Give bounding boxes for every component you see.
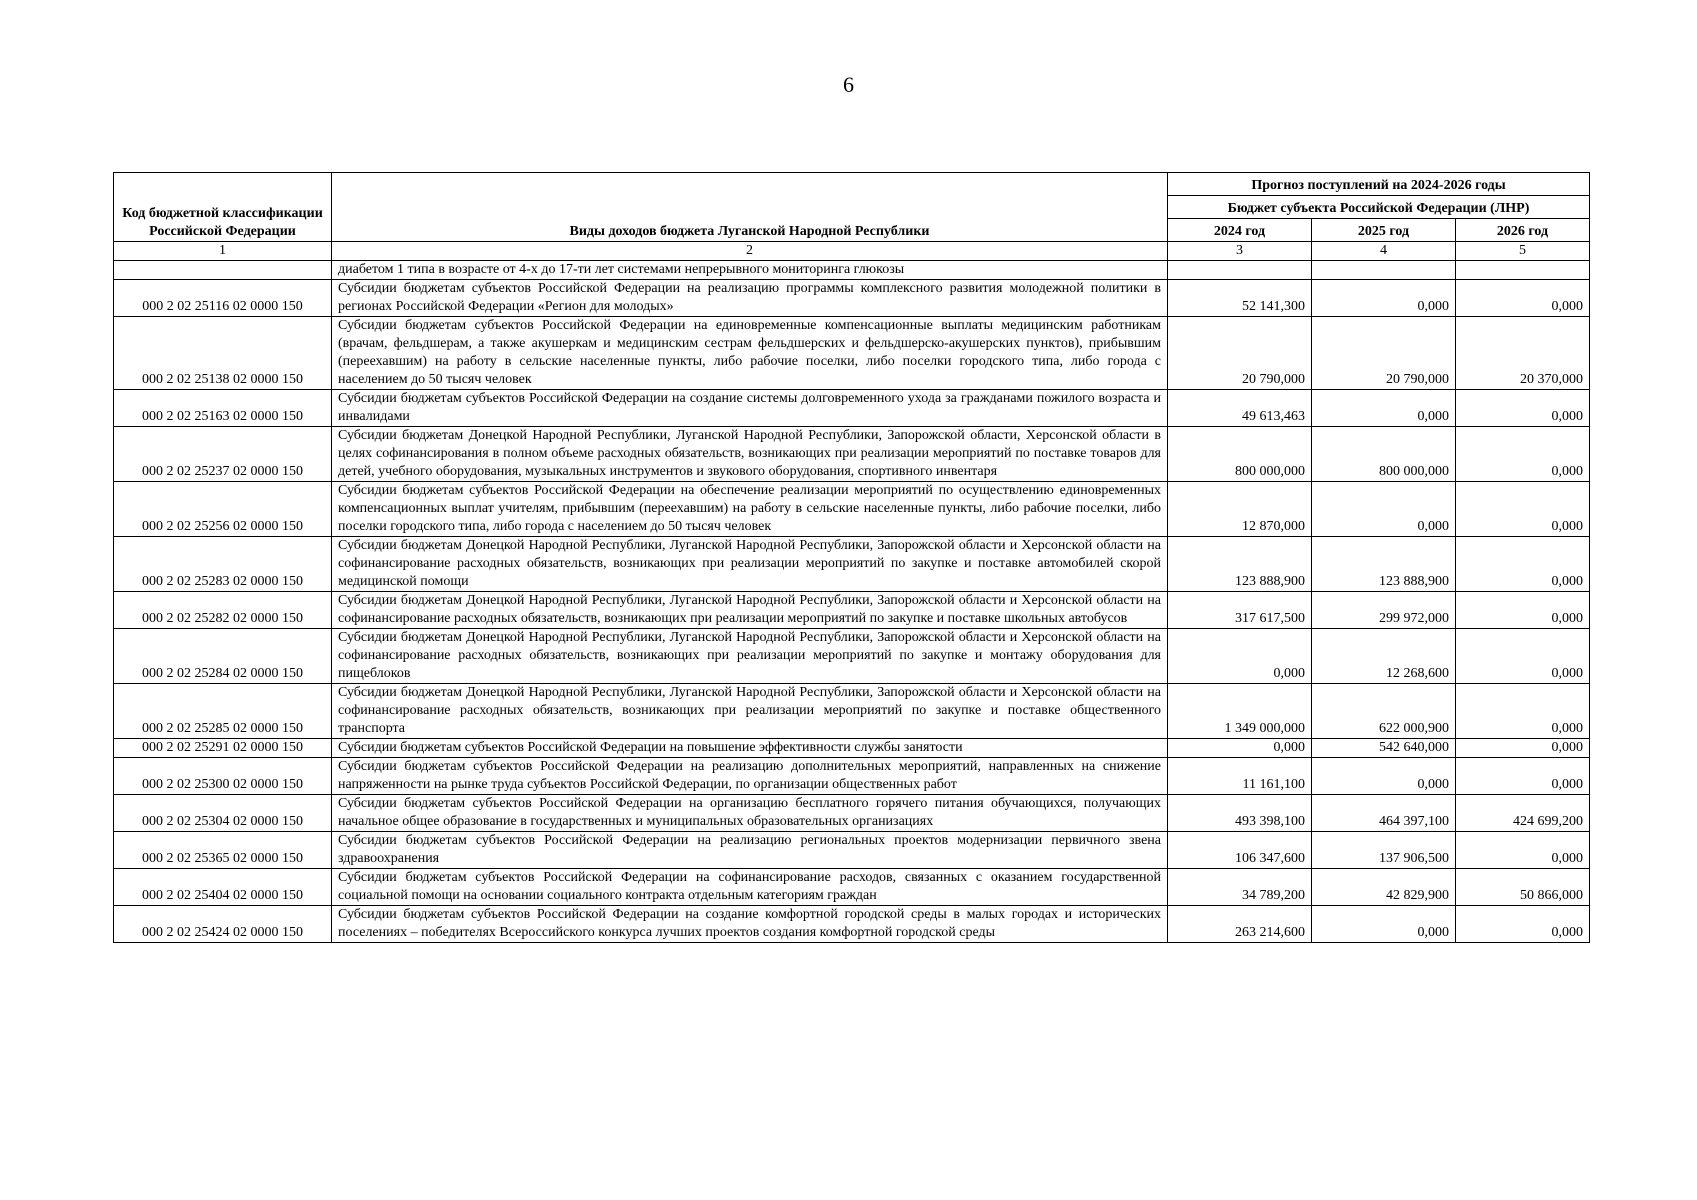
column-number: 5 — [1456, 242, 1590, 261]
revenue-description-cell: Субсидии бюджетам субъектов Российской Федерации на обеспечение реализации мероприятий по осуществлению единовременных компенсационных выплат учителям, прибывшим (переехавшим) на работу в сельские населенные пункты, либо рабочие поселки, либо поселки городского типа, либо города с населением до 50 тысяч человек — [332, 482, 1168, 537]
column-number: 4 — [1312, 242, 1456, 261]
table-row — [114, 317, 1590, 390]
revenue-description-cell: Субсидии бюджетам субъектов Российской Федерации на реализацию программы комплексного развития молодежной политики в регионах Российской Федерации «Регион для молодых» — [332, 280, 1168, 317]
amount-2025-cell: 123 888,900 — [1312, 537, 1456, 592]
amount-2026-cell — [1456, 261, 1590, 280]
revenue-code-cell: 000 2 02 25163 02 0000 150 — [114, 390, 332, 427]
amount-2024-cell: 12 870,000 — [1168, 482, 1312, 537]
amount-2026-cell: 0,000 — [1456, 537, 1590, 592]
table-row — [114, 906, 1590, 943]
amount-2026-cell: 0,000 — [1456, 739, 1590, 758]
amount-2025-cell: 12 268,600 — [1312, 629, 1456, 684]
table-row — [114, 261, 1590, 280]
revenue-code-cell: 000 2 02 25283 02 0000 150 — [114, 537, 332, 592]
amount-2026-cell: 20 370,000 — [1456, 317, 1590, 390]
revenue-description-cell: Субсидии бюджетам Донецкой Народной Республики, Луганской Народной Республики, Запорожской области и Херсонской области на софинансирование расходных обязательств, возникающих при реализации мероприятий по закупке и монтажу оборудования для пищеблоков — [332, 629, 1168, 684]
amount-2025-cell: 464 397,100 — [1312, 795, 1456, 832]
amount-2024-cell: 20 790,000 — [1168, 317, 1312, 390]
revenue-code-cell: 000 2 02 25138 02 0000 150 — [114, 317, 332, 390]
amount-2024-cell: 1 349 000,000 — [1168, 684, 1312, 739]
amount-2025-cell: 800 000,000 — [1312, 427, 1456, 482]
revenue-description-cell: Субсидии бюджетам Донецкой Народной Республики, Луганской Народной Республики, Запорожской области и Херсонской области на софинансирование расходных обязательств, возникающих при реализации мероприятий по закупке и поставке школьных автобусов — [332, 592, 1168, 629]
header-revenue-type: Виды доходов бюджета Луганской Народной Республики — [332, 173, 1168, 242]
amount-2026-cell: 424 699,200 — [1456, 795, 1590, 832]
revenue-description-cell: Субсидии бюджетам Донецкой Народной Республики, Луганской Народной Республики, Запорожской области и Херсонской области на софинансирование расходных обязательств, возникающих при реализации мероприятий по закупке и поставке общественного транспорта — [332, 684, 1168, 739]
table-row — [114, 869, 1590, 906]
amount-2026-cell: 0,000 — [1456, 629, 1590, 684]
amount-2026-cell: 0,000 — [1456, 280, 1590, 317]
revenue-code-cell: 000 2 02 25285 02 0000 150 — [114, 684, 332, 739]
page-number: 6 — [843, 72, 854, 97]
header-forecast: Прогноз поступлений на 2024-2026 годы — [1168, 173, 1590, 196]
revenue-description-cell: Субсидии бюджетам субъектов Российской Федерации на реализацию дополнительных мероприятий, направленных на снижение напряженности на рынке труда субъектов Российской Федерации, по организации общественных работ — [332, 758, 1168, 795]
amount-2024-cell: 800 000,000 — [1168, 427, 1312, 482]
amount-2024-cell: 0,000 — [1168, 739, 1312, 758]
revenue-code-cell — [114, 261, 332, 280]
revenue-code-cell: 000 2 02 25256 02 0000 150 — [114, 482, 332, 537]
amount-2026-cell: 0,000 — [1456, 832, 1590, 869]
header-code: Код бюджетной классификации Российской Федерации — [114, 173, 332, 242]
amount-2026-cell: 0,000 — [1456, 906, 1590, 943]
table-row — [114, 390, 1590, 427]
amount-2024-cell: 52 141,300 — [1168, 280, 1312, 317]
table-row — [114, 537, 1590, 592]
amount-2024-cell: 317 617,500 — [1168, 592, 1312, 629]
amount-2025-cell: 0,000 — [1312, 482, 1456, 537]
revenue-code-cell: 000 2 02 25300 02 0000 150 — [114, 758, 332, 795]
amount-2025-cell: 542 640,000 — [1312, 739, 1456, 758]
table-row — [114, 795, 1590, 832]
header-year-2026: 2026 год — [1456, 219, 1590, 242]
amount-2024-cell: 11 161,100 — [1168, 758, 1312, 795]
header-year-2025: 2025 год — [1312, 219, 1456, 242]
table-row — [114, 482, 1590, 537]
amount-2026-cell: 0,000 — [1456, 482, 1590, 537]
revenue-description-cell: Субсидии бюджетам субъектов Российской Федерации на создание системы долговременного ухода за гражданами пожилого возраста и инвалидами — [332, 390, 1168, 427]
amount-2025-cell — [1312, 261, 1456, 280]
table-row — [114, 739, 1590, 758]
revenue-code-cell: 000 2 02 25282 02 0000 150 — [114, 592, 332, 629]
amount-2026-cell: 0,000 — [1456, 684, 1590, 739]
revenue-description-cell: Субсидии бюджетам субъектов Российской Федерации на единовременные компенсационные выплаты медицинским работникам (врачам, фельдшерам, а также акушеркам и медицинским сестрам фельдшерских и фельдшерско-акушерских пунктов), прибывшим (переехавшим) на работу в сельские населенные пункты, либо рабочие поселки, либо поселки городского типа, либо города с населением до 50 тысяч человек — [332, 317, 1168, 390]
column-number: 2 — [332, 242, 1168, 261]
amount-2025-cell: 20 790,000 — [1312, 317, 1456, 390]
revenue-code-cell: 000 2 02 25365 02 0000 150 — [114, 832, 332, 869]
revenue-description-cell: Субсидии бюджетам субъектов Российской Федерации на реализацию региональных проектов модернизации первичного звена здравоохранения — [332, 832, 1168, 869]
table-body — [114, 261, 1590, 943]
header-year-2024: 2024 год — [1168, 219, 1312, 242]
table-row — [114, 280, 1590, 317]
amount-2025-cell: 0,000 — [1312, 390, 1456, 427]
amount-2025-cell: 0,000 — [1312, 280, 1456, 317]
amount-2024-cell: 34 789,200 — [1168, 869, 1312, 906]
amount-2025-cell: 137 906,500 — [1312, 832, 1456, 869]
revenue-code-cell: 000 2 02 25291 02 0000 150 — [114, 739, 332, 758]
amount-2024-cell: 49 613,463 — [1168, 390, 1312, 427]
column-number: 1 — [114, 242, 332, 261]
table-row — [114, 684, 1590, 739]
revenue-code-cell: 000 2 02 25237 02 0000 150 — [114, 427, 332, 482]
amount-2025-cell: 622 000,900 — [1312, 684, 1456, 739]
revenue-description-cell: Субсидии бюджетам Донецкой Народной Республики, Луганской Народной Республики, Запорожской области, Херсонской области в целях софинансирования в полном объеме расходных обязательств, возникающих при реализации мероприятий по поставке товаров для детей, учебного оборудования, музыкальных инструментов и звукового оборудования, спортивного инвентаря — [332, 427, 1168, 482]
revenue-code-cell: 000 2 02 25424 02 0000 150 — [114, 906, 332, 943]
amount-2024-cell: 263 214,600 — [1168, 906, 1312, 943]
amount-2024-cell: 106 347,600 — [1168, 832, 1312, 869]
column-number: 3 — [1168, 242, 1312, 261]
table-row — [114, 592, 1590, 629]
amount-2024-cell: 0,000 — [1168, 629, 1312, 684]
revenue-description-cell: Субсидии бюджетам Донецкой Народной Республики, Луганской Народной Республики, Запорожской области и Херсонской области на софинансирование расходных обязательств, возникающих при реализации мероприятий по закупке и поставке автомобилей скорой медицинской помощи — [332, 537, 1168, 592]
revenue-code-cell: 000 2 02 25116 02 0000 150 — [114, 280, 332, 317]
table-row — [114, 832, 1590, 869]
amount-2026-cell: 0,000 — [1456, 758, 1590, 795]
table-row — [114, 629, 1590, 684]
amount-2024-cell: 493 398,100 — [1168, 795, 1312, 832]
amount-2025-cell: 0,000 — [1312, 906, 1456, 943]
amount-2025-cell: 42 829,900 — [1312, 869, 1456, 906]
revenue-code-cell: 000 2 02 25404 02 0000 150 — [114, 869, 332, 906]
revenue-description-cell: Субсидии бюджетам субъектов Российской Федерации на софинансирование расходов, связанных с оказанием государственной социальной помощи на основании социального контракта отдельным категориям граждан — [332, 869, 1168, 906]
table-row — [114, 758, 1590, 795]
amount-2026-cell: 50 866,000 — [1456, 869, 1590, 906]
amount-2024-cell: 123 888,900 — [1168, 537, 1312, 592]
amount-2026-cell: 0,000 — [1456, 427, 1590, 482]
revenue-description-cell: Субсидии бюджетам субъектов Российской Федерации на создание комфортной городской среды в малых городах и исторических поселениях – победителях Всероссийского конкурса лучших проектов создания комфортной городской среды — [332, 906, 1168, 943]
revenue-description-cell: диабетом 1 типа в возрасте от 4-х до 17-ти лет системами непрерывного мониторинга глюкозы — [332, 261, 1168, 280]
amount-2025-cell: 0,000 — [1312, 758, 1456, 795]
amount-2025-cell: 299 972,000 — [1312, 592, 1456, 629]
amount-2026-cell: 0,000 — [1456, 390, 1590, 427]
revenue-code-cell: 000 2 02 25304 02 0000 150 — [114, 795, 332, 832]
revenue-code-cell: 000 2 02 25284 02 0000 150 — [114, 629, 332, 684]
budget-revenue-table — [113, 172, 1590, 943]
amount-2026-cell: 0,000 — [1456, 592, 1590, 629]
table-row — [114, 427, 1590, 482]
revenue-description-cell: Субсидии бюджетам субъектов Российской Федерации на повышение эффективности службы занятости — [332, 739, 1168, 758]
revenue-description-cell: Субсидии бюджетам субъектов Российской Федерации на организацию бесплатного горячего питания обучающихся, получающих начальное общее образование в государственных и муниципальных образовательных организациях — [332, 795, 1168, 832]
header-budget: Бюджет субъекта Российской Федерации (ЛНР) — [1168, 196, 1590, 219]
amount-2024-cell — [1168, 261, 1312, 280]
